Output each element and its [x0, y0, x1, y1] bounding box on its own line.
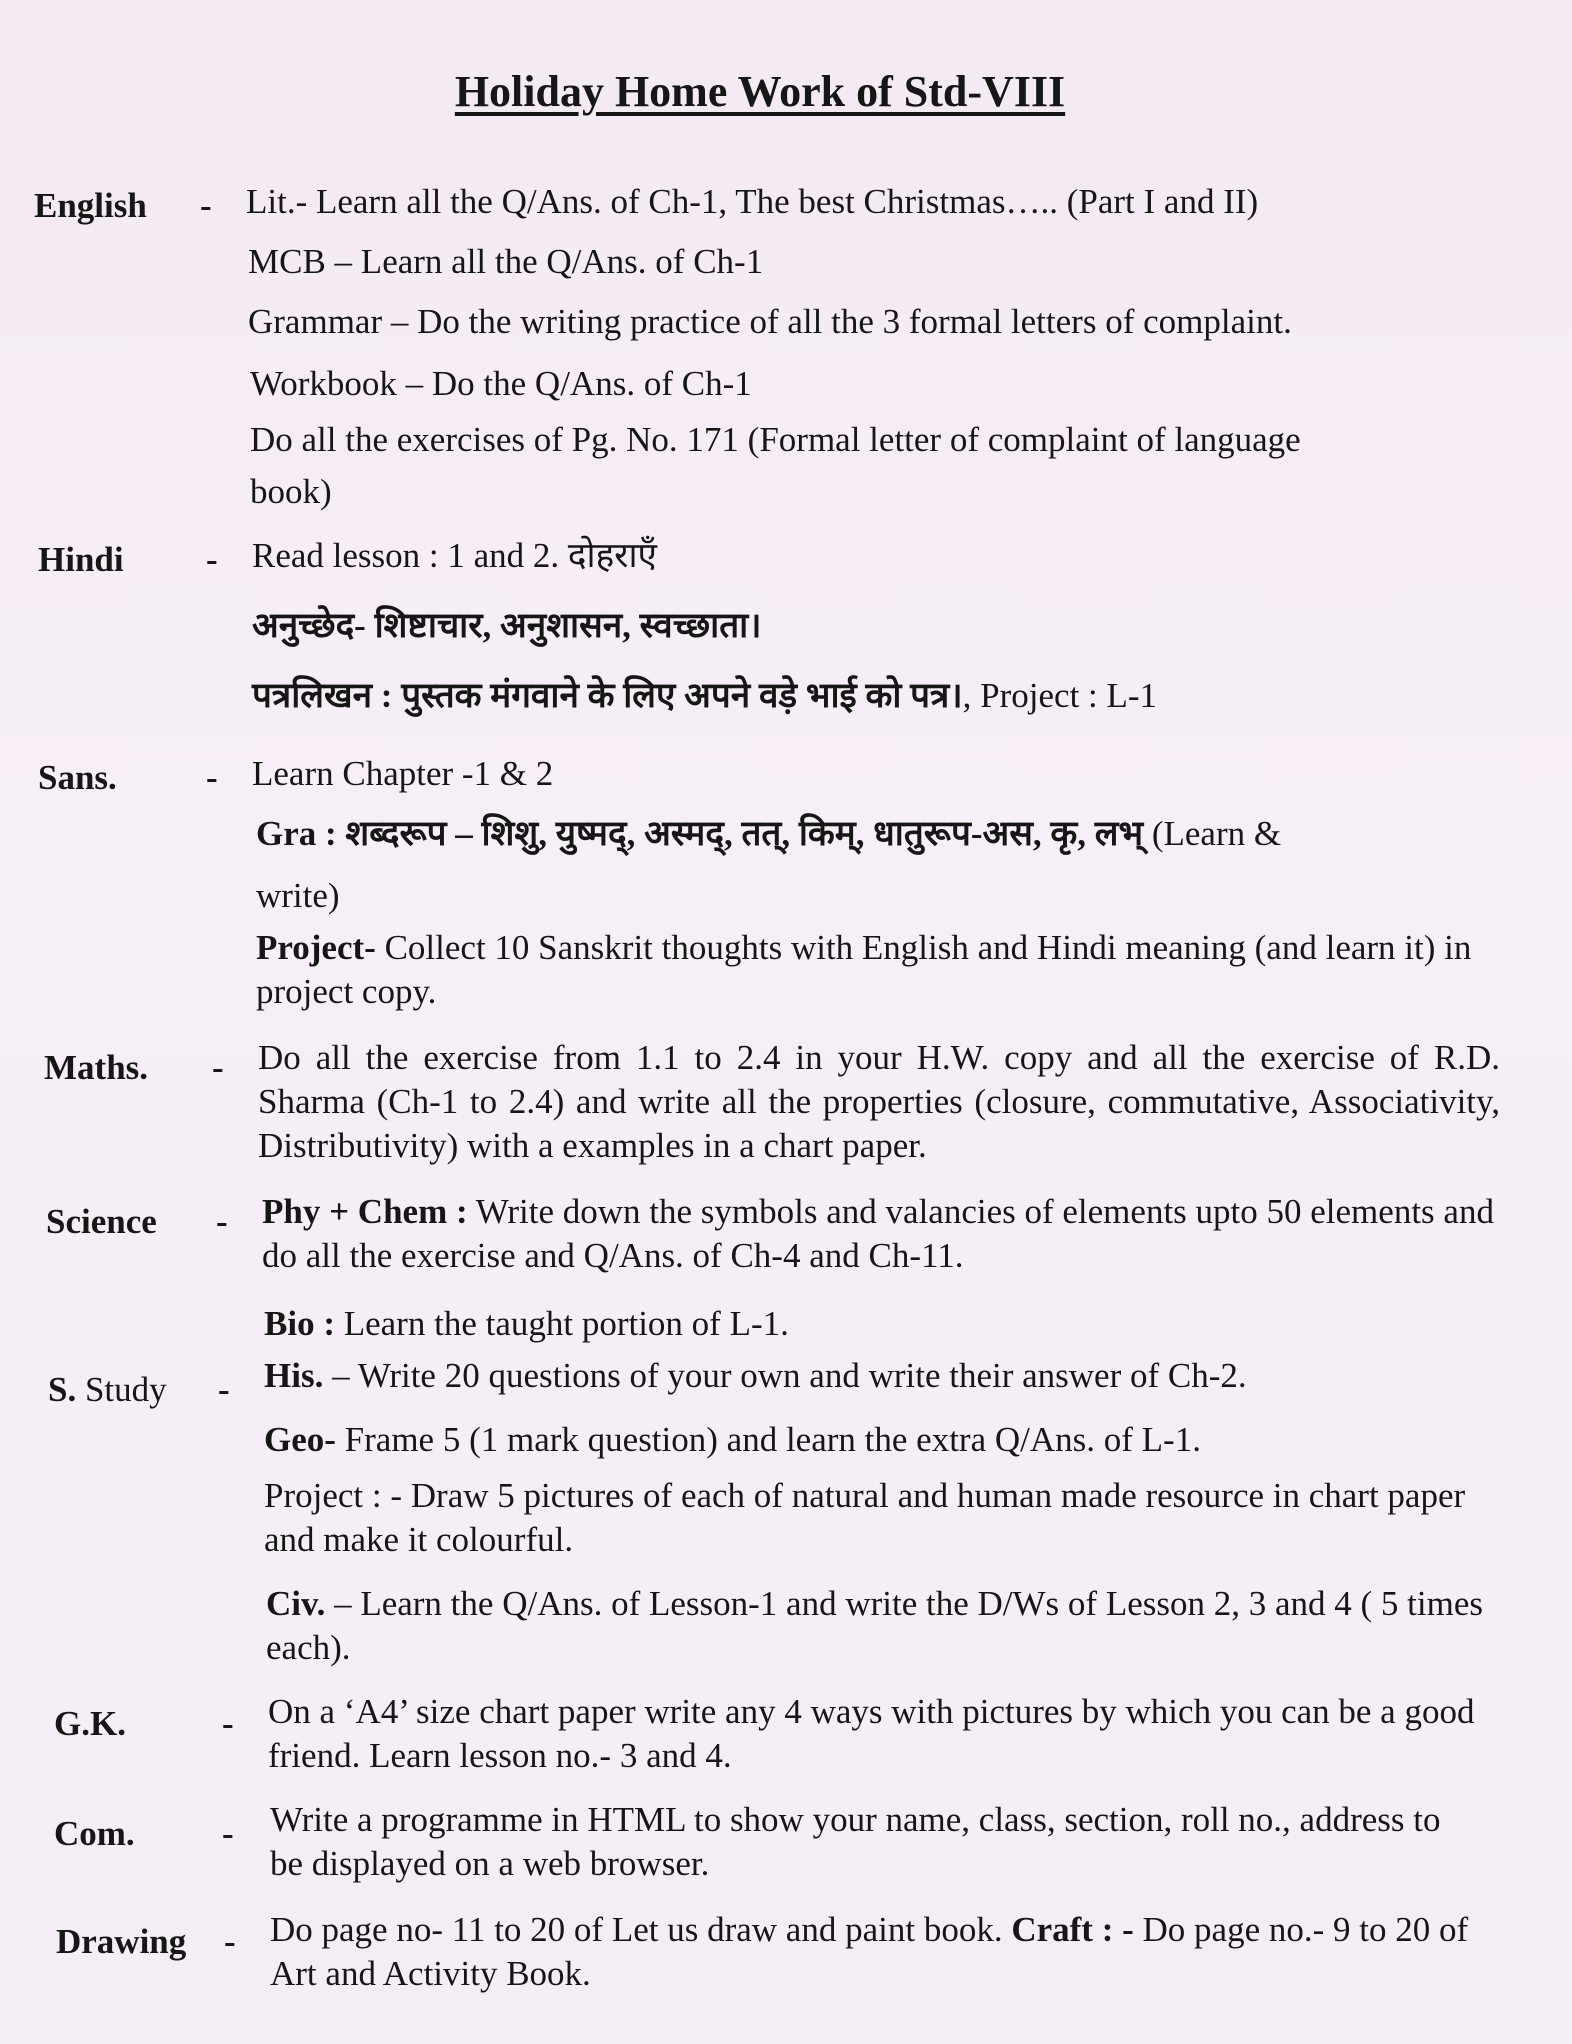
geo-label: Geo-	[264, 1420, 336, 1459]
hindi-letter-task: पत्रलिखन : पुस्तक मंगवाने के लिए अपने वड़े भाई को पत्र।	[252, 676, 963, 715]
subject-dash: -	[200, 186, 212, 225]
craft-text: Do page no.- 9 to 20 of Art and Activity Book.	[270, 1910, 1469, 1993]
subject-maths: Maths.	[44, 1048, 149, 1087]
subject-dash: -	[222, 1814, 234, 1853]
drawing-task: Do page no- 11 to 20 of Let us draw and paint book.	[270, 1910, 1003, 1949]
hindi-line-1: Read lesson : 1 and 2. दोहराएँ	[252, 536, 657, 575]
subject-dash: -	[206, 758, 218, 797]
subject-computer: Com.	[54, 1814, 135, 1853]
sst-name-bold: S.	[48, 1370, 77, 1409]
sst-civics	[266, 1582, 1506, 1670]
science-bio	[264, 1302, 789, 1346]
project-text: Collect 10 Sanskrit thoughts with English and Hindi meaning (and learn it) in project copy.	[256, 928, 1472, 1011]
subject-dash: -	[224, 1922, 236, 1961]
subject-sst	[48, 1370, 167, 1410]
phy-label: Phy + Chem :	[262, 1192, 468, 1231]
hindi-line-2: अनुच्छेद- शिष्टाचार, अनुशासन, स्वच्छाता।	[252, 606, 762, 645]
subject-dash: -	[216, 1202, 228, 1241]
maths-text: Do all the exercise from 1.1 to 2.4 in your H.W. copy and all the exercise of R.D. Sharma (Ch-1 to 2.4) and write all the properties (closure, commutative, Associativity, Distributivity) with a examples in a chart paper.	[258, 1038, 1500, 1165]
project-label: Project-	[256, 928, 376, 967]
english-line-1: Lit.- Learn all the Q/Ans. of Ch-1, The best Christmas….. (Part I and II)	[246, 182, 1259, 221]
hindi-line-3	[252, 674, 1157, 718]
his-label: His.	[264, 1356, 324, 1395]
gra-text: शब्दरूप – शिशु, युष्मद्, अस्मद्, तत्, किम्, धातुरूप-अस, कृ, लभ्	[345, 814, 1144, 853]
geo-text: Frame 5 (1 mark question) and learn the extra Q/Ans. of L-1.	[344, 1420, 1201, 1459]
subject-science: Science	[46, 1202, 157, 1241]
subject-sanskrit: Sans.	[38, 758, 117, 797]
sanskrit-line-1: Learn Chapter -1 & 2	[252, 754, 554, 793]
craft-label: Craft : -	[1011, 1910, 1134, 1949]
subject-english: English	[34, 186, 147, 225]
gk-text: On a ‘A4’ size chart paper write any 4 ways with pictures by which you can be a good friend. Learn lesson no.- 3 and 4.	[268, 1692, 1475, 1775]
drawing-text	[270, 1908, 1510, 1996]
sst-project: Project : - Draw 5 pictures of each of natural and human made resource in chart paper and make it colourful.	[264, 1476, 1466, 1559]
phy-text: Write down the symbols and valancies of elements upto 50 elements and do all the exercise and Q/Ans. of Ch-4 and Ch-11.	[262, 1192, 1494, 1275]
english-line-4: Workbook – Do the Q/Ans. of Ch-1	[250, 364, 752, 403]
civ-text: – Learn the Q/Ans. of Lesson-1 and write the D/Ws of Lesson 2, 3 and 4 ( 5 times each).	[266, 1584, 1483, 1667]
subject-gk: G.K.	[54, 1704, 126, 1743]
page-title: Holiday Home Work of Std-VIII	[454, 67, 1066, 116]
subject-drawing: Drawing	[56, 1922, 187, 1961]
civ-label: Civ.	[266, 1584, 326, 1623]
bio-label: Bio :	[264, 1304, 335, 1343]
bio-text: Learn the taught portion of L-1.	[343, 1304, 789, 1343]
his-text: – Write 20 questions of your own and write their answer of Ch-2.	[332, 1356, 1247, 1395]
hindi-project: , Project : L-1	[962, 676, 1158, 715]
subject-dash: -	[218, 1370, 230, 1409]
com-text: Write a programme in HTML to show your name, class, section, roll no., address to be displayed on a web browser.	[270, 1800, 1441, 1883]
english-line-3: Grammar – Do the writing practice of all the 3 formal letters of complaint.	[248, 302, 1292, 341]
subject-hindi: Hindi	[38, 540, 124, 579]
english-line-5: Do all the exercises of Pg. No. 171 (Formal letter of complaint of language	[250, 420, 1301, 459]
sanskrit-project	[256, 926, 1486, 1014]
gra-tail: (Learn &	[1151, 814, 1282, 853]
english-line-6: book)	[250, 472, 332, 511]
gra-label: Gra :	[256, 814, 337, 853]
subject-dash: -	[212, 1048, 224, 1087]
sanskrit-grammar	[256, 812, 1281, 856]
sanskrit-grammar-tail: write)	[256, 876, 340, 915]
sst-geography	[264, 1418, 1201, 1462]
sst-history	[264, 1354, 1247, 1398]
subject-dash: -	[206, 540, 218, 579]
science-phy-chem	[262, 1190, 1512, 1278]
sst-name-rest: Study	[76, 1370, 167, 1409]
subject-dash: -	[222, 1704, 234, 1743]
english-line-2: MCB – Learn all the Q/Ans. of Ch-1	[248, 242, 764, 281]
